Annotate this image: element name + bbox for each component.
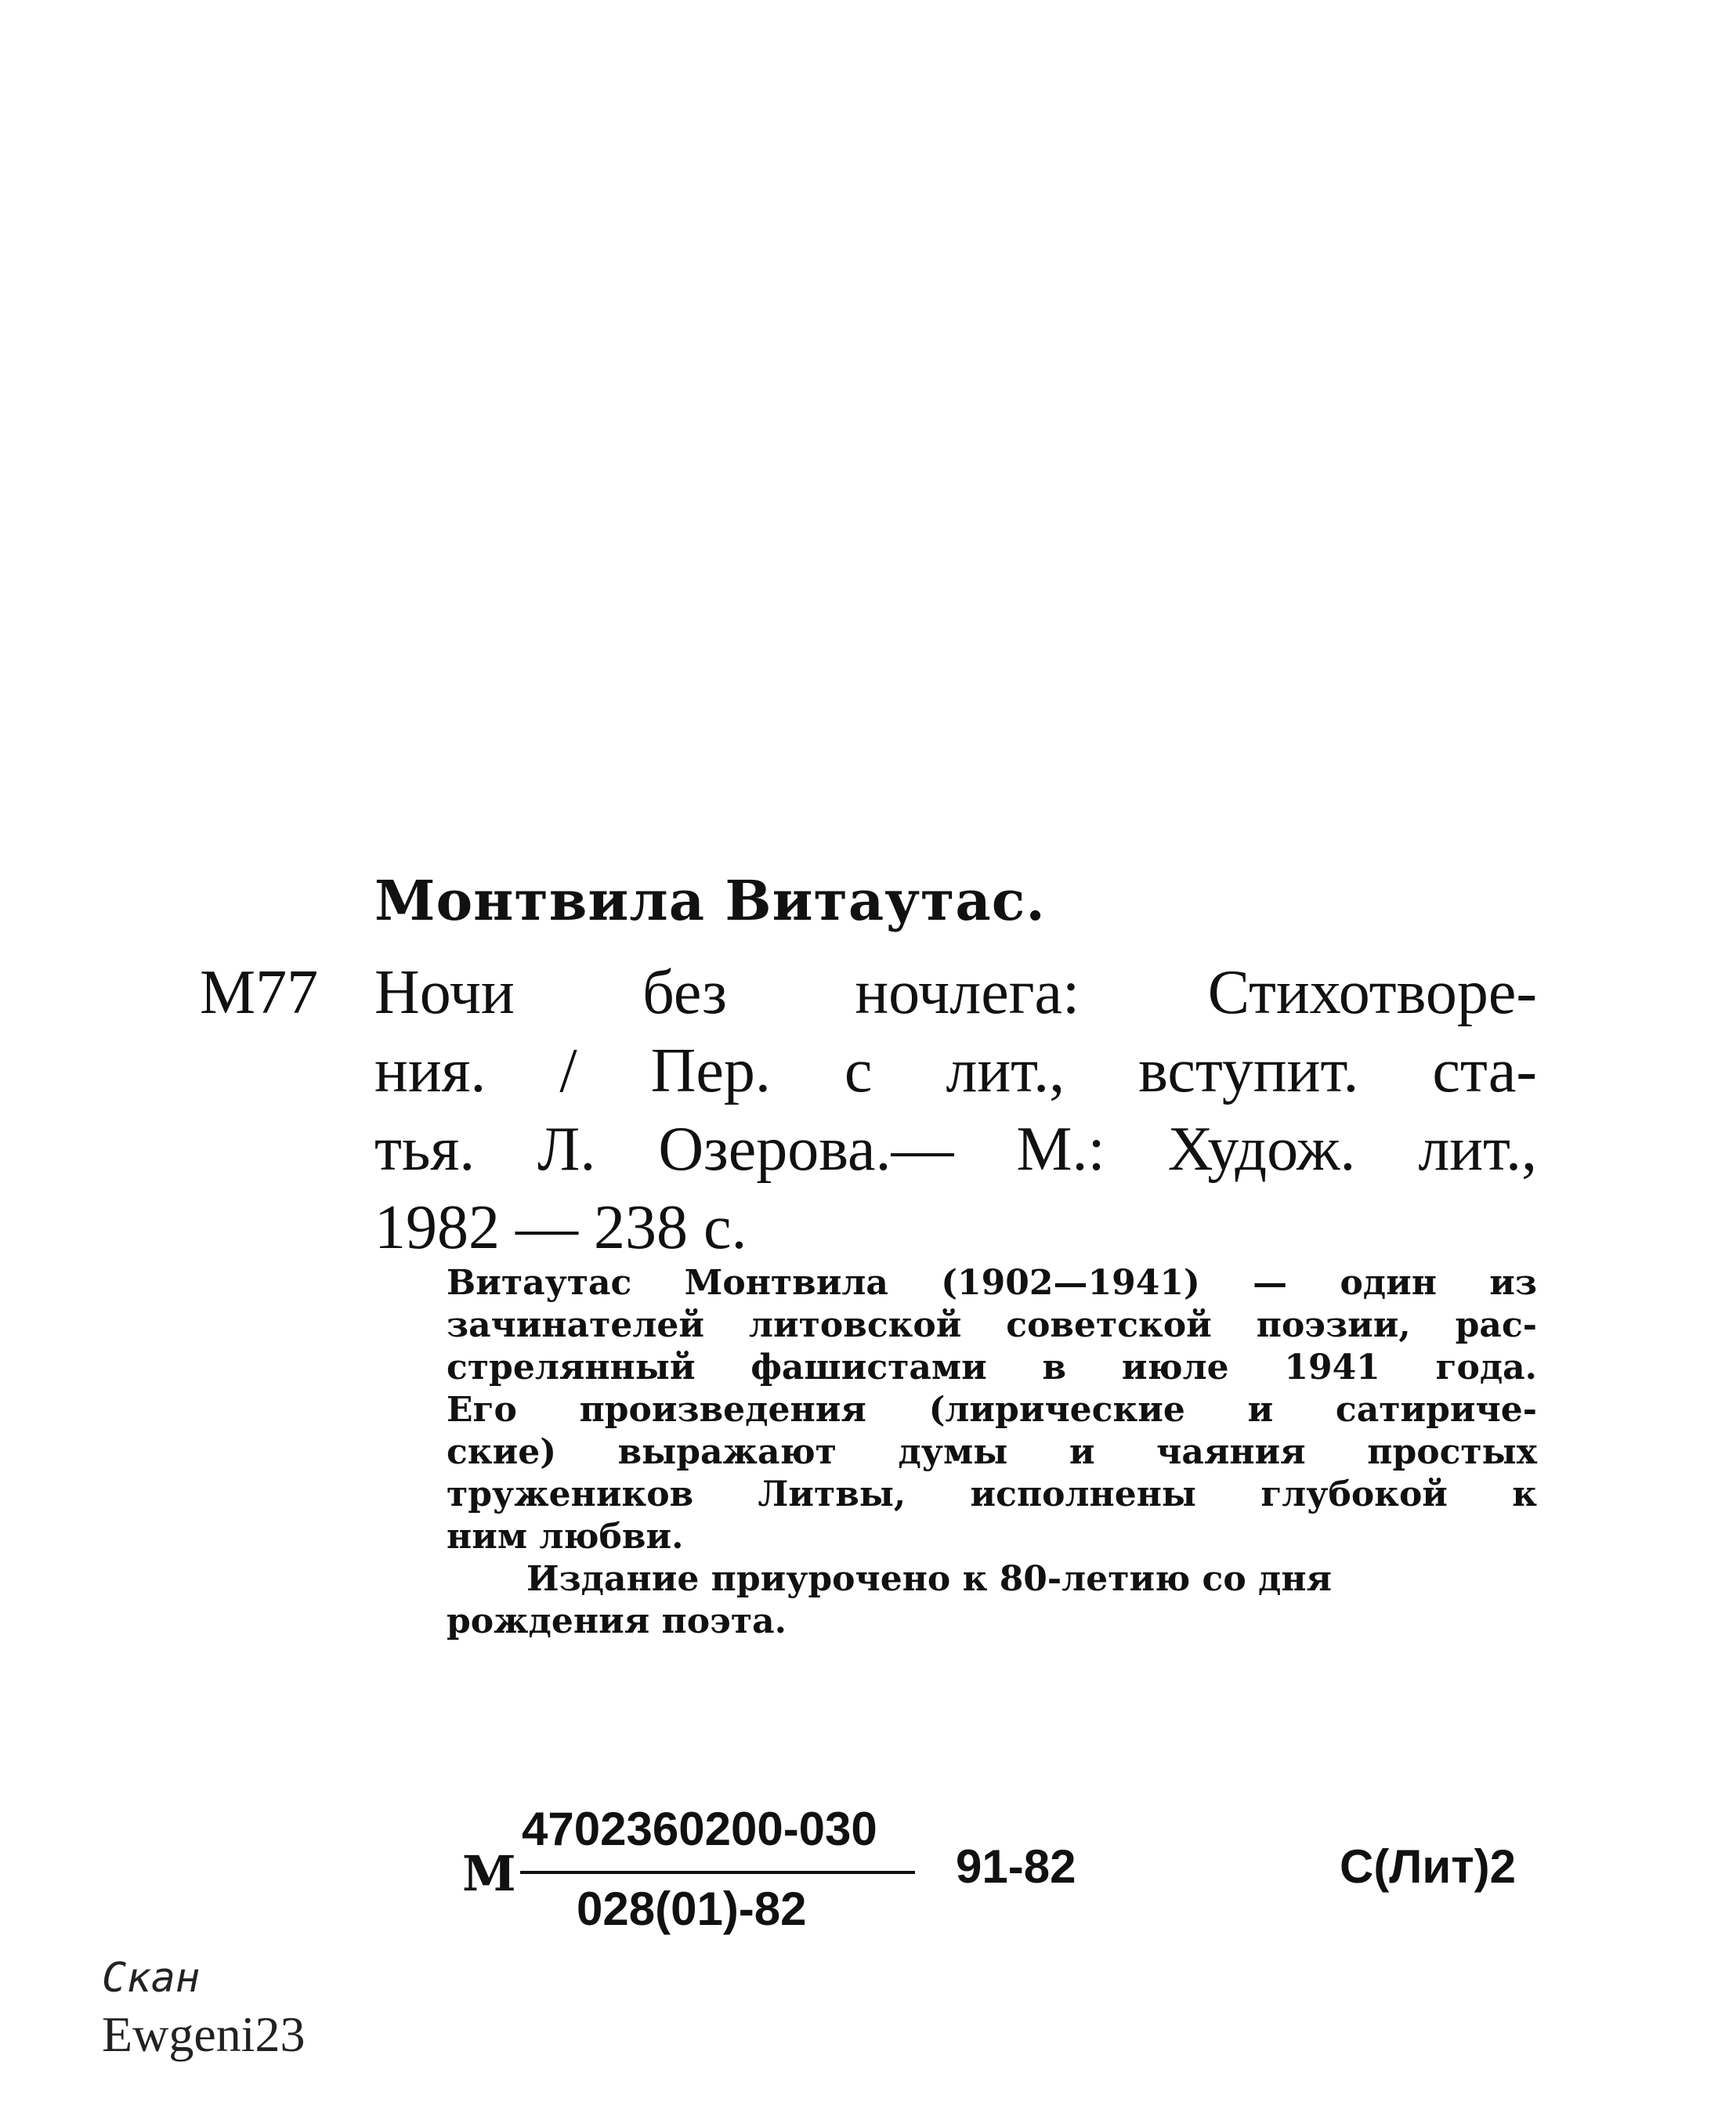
annotation-line: Витаутас Монтвила (1902—1941) — один из xyxy=(447,1263,1537,1303)
annotation-line: стрелянный фашистами в июле 1941 года. xyxy=(447,1348,1537,1387)
classification-code: С(Лит)2 xyxy=(1340,1840,1517,1893)
annotation-line: ним любви. xyxy=(447,1517,684,1557)
index-numerator: 4702360200-030 xyxy=(522,1803,877,1855)
index-denominator: 028(01)-82 xyxy=(577,1883,807,1935)
catalog-code: М77 xyxy=(200,958,319,1027)
annotation-line: рождения поэта. xyxy=(447,1601,787,1641)
title-line: 1982 — 238 с. xyxy=(374,1193,747,1262)
scan-label: Скан xyxy=(102,1955,201,2002)
title-line: ния. / Пер. с лит., вступит. ста- xyxy=(374,1036,1537,1105)
annotation-line: Его произведения (лирические и сатириче- xyxy=(447,1390,1537,1430)
annotation-line: зачинателей литовской советской поэзии, рас- xyxy=(447,1305,1537,1345)
annotation-line: Издание приурочено к 80-летию со дня xyxy=(526,1559,1333,1599)
publisher-number: 91-82 xyxy=(956,1840,1076,1893)
annotation-line: тружеников Литвы, исполнены глубокой к xyxy=(447,1474,1537,1514)
scanner-name: Ewgeni23 xyxy=(102,2006,306,2062)
annotation-line: ские) выражают думы и чаяния простых xyxy=(447,1432,1537,1472)
index-letter: М xyxy=(462,1845,516,1902)
fraction-line xyxy=(520,1871,915,1874)
author-heading: Монтвила Витаутас. xyxy=(374,868,1046,933)
title-line: тья. Л. Озерова.— М.: Худож. лит., xyxy=(374,1115,1537,1184)
title-line: Ночи без ночлега: Стихотворе- xyxy=(374,958,1537,1027)
